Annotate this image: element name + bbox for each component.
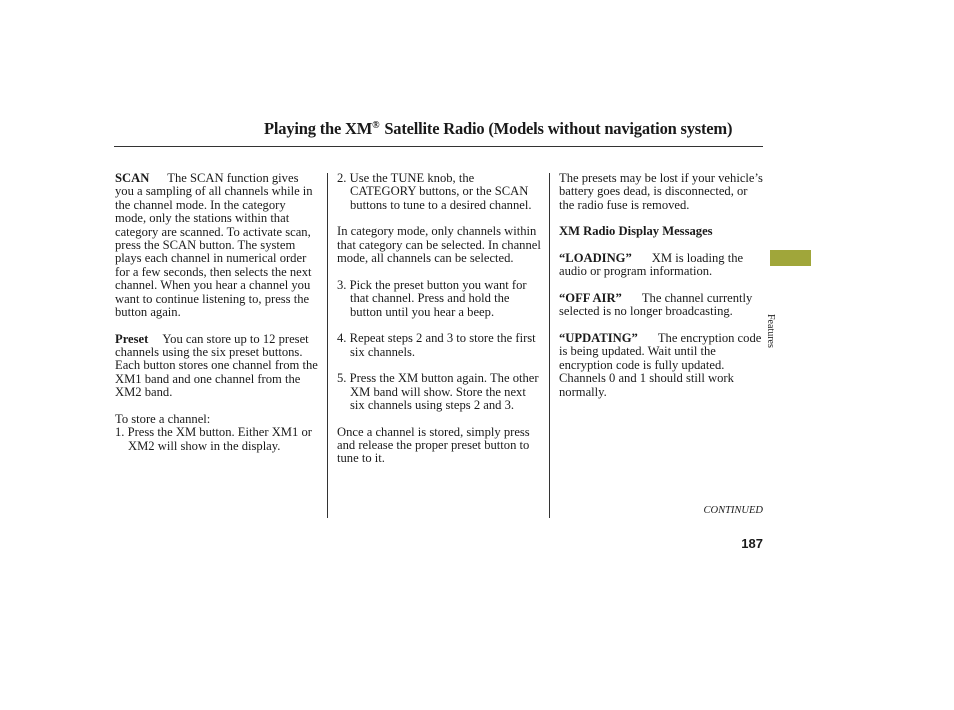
scan-paragraph [115, 172, 319, 319]
messages-heading: XM Radio Display Messages [559, 224, 713, 239]
page-title [264, 119, 774, 139]
title-text-start: Playing the XM [264, 119, 373, 138]
loading-text: XM is loading the audio or program information. [559, 251, 744, 279]
offair-message [559, 292, 765, 319]
step-2: 2. Use the TUNE knob, the CATEGORY buttons, or the SCAN buttons to tune to a desired channel. [337, 171, 532, 212]
step-1: 1. Press the XM button. Either XM1 or XM2 will show in the display. [115, 425, 312, 453]
section-tab-label: Features [765, 314, 776, 348]
column-1 [115, 172, 319, 466]
preset-paragraph [115, 333, 319, 400]
presets-lost-note: The presets may be lost if your vehicle’s battery goes dead, is disconnected, or the radio fuse is removed. [559, 171, 763, 212]
scan-text: The SCAN function gives you a sampling of all channels while in the channel mode. In the category mode, only the stations within that category are scanned. To activate scan, press the SCAN button. The system plays each channel in numerical order for a few seconds, then selects the next channel. When you hear a channel you want to continue listening to, press the button again. [115, 171, 313, 320]
scan-heading: SCAN [115, 171, 150, 185]
column-2 [337, 172, 542, 479]
section-tab [770, 250, 811, 266]
offair-text: The channel currently selected is no longer broadcasting. [559, 291, 753, 319]
step-5: 5. Press the XM button again. The other XM band will show. Store the next six channels using steps 2 and 3. [337, 371, 539, 413]
preset-heading: Preset [115, 331, 149, 346]
page-number: 187 [741, 536, 763, 551]
title-text-end: Satellite Radio (Models without navigation system) [380, 119, 733, 138]
continued-note: CONTINUED [703, 505, 763, 516]
stored-note: Once a channel is stored, simply press and release the proper preset button to tune to it. [337, 424, 530, 466]
updating-text: The encryption code is being updated. Wait until the encryption code is fully updated. Channels 0 and 1 should still work normally. [559, 331, 762, 399]
column-divider-1 [327, 173, 328, 518]
column-divider-2 [549, 173, 550, 518]
category-note: In category mode, only channels within that category can be selected. In channel mode, all channels can be selected. [337, 224, 541, 266]
registered-mark: ® [372, 120, 380, 131]
loading-message [559, 252, 765, 279]
column-3 [559, 172, 765, 412]
step-4: 4. Repeat steps 2 and 3 to store the first six channels. [337, 331, 536, 359]
step-3: 3. Pick the preset button you want for that channel. Press and hold the button until you hear a beep. [337, 277, 527, 319]
store-intro: To store a channel: [115, 411, 211, 426]
title-rule [114, 146, 763, 147]
preset-text: You can store up to 12 preset channels using the six preset buttons. Each button stores one channel from the XM1 band and one channel from the XM2 band. [115, 331, 318, 400]
offair-label: “OFF AIR” [559, 291, 622, 305]
updating-message [559, 332, 765, 399]
updating-label: “UPDATING” [559, 331, 638, 345]
loading-label: “LOADING” [559, 251, 632, 265]
